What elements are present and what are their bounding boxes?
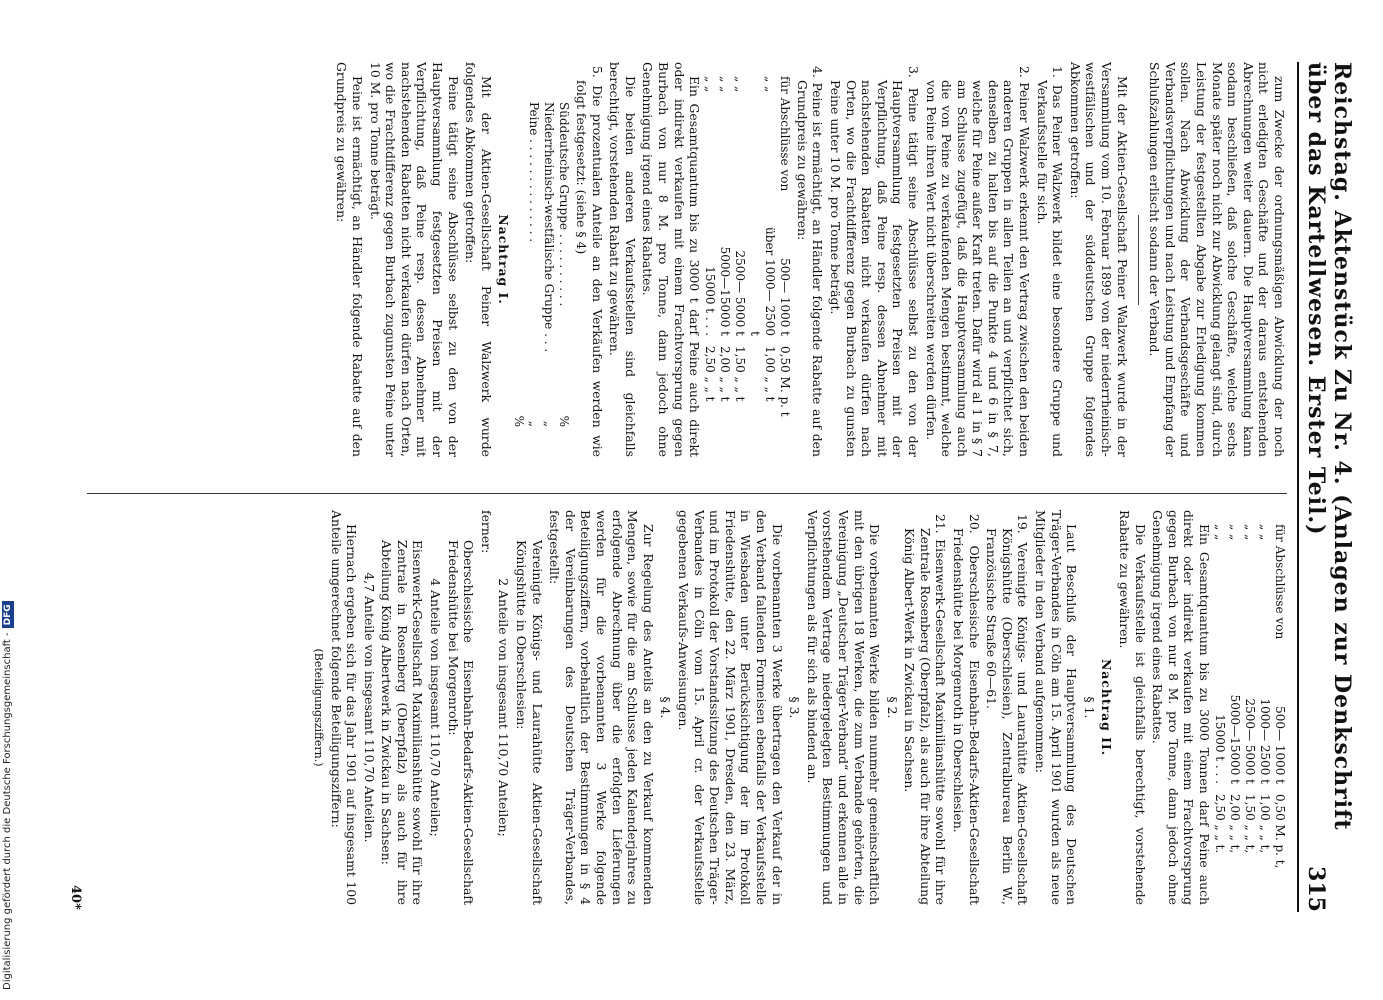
header-title: Reichstag. Aktenstück Zu Nr. 4. (Anlagen zur Denkschrift über das Kartellwesen. Erster Teil.): [1303, 62, 1355, 831]
paragraph: Mit der Aktien-Gesellschaft Peiner Walzwerk wurde folgendes Abkommen getroffen:: [463, 62, 494, 457]
rate-row: „ „ über 1000— 2500 t 1,00 „ „ t: [748, 76, 778, 402]
section-number: § 4.: [658, 696, 674, 719]
percentage-table: [511, 62, 571, 457]
list-item: 4. Peine ist ermächtigt, an Händler folgende Rabatte auf den Grundpreis zu gewähren:: [794, 66, 826, 457]
pct-row: Süddeutsche Gruppe . . . . . . . . . . %: [557, 102, 572, 427]
left-column: [332, 62, 1287, 457]
page-number: 315: [1303, 866, 1329, 912]
paragraph: Ein Gesamtquantum bis zu 3000 t darf Peine auch direkt oder indirekt verkaufen mit einem Frachtvorsprung gegen Burbach von nur 8 M. pro Tonne, dann jedoch ohne Genehmigung irgend eines Rabattes.: [640, 62, 703, 457]
list-item: 1. Das Peiner Walzwerk bildet eine besondere Gruppe und Verkaufsstelle für sich.: [1034, 66, 1066, 457]
funding-credit: [2, 601, 14, 990]
rate-row: „ „ 15000 t . . . 2,50 „ „ t.: [1213, 524, 1227, 854]
dfg-logo-icon: DFG: [2, 601, 14, 628]
paragraph: zum Zwecke der ordnungsmäßigen Abwicklung der noch nicht erledigten Geschäfte und der daraus entstehenden Abrechnungen weiter dauern. Die Hauptversammlung kann sodann beschließen, daß solche Geschäfte, welche sechs Monate später noch nicht zur Abwicklung gelangt sind, durch Leistung der festgestellten Abgabe zur Erledigung kommen sollen. Nach Abwicklung der Verbandsgeschäfte und Verbandsverpflichtungen und nach Leistung und Empfang der Schlußzahlungen erlischt sodann der Verband.: [1147, 62, 1287, 457]
rate-row: „ „ 5000—15000 t 2,00 „ „ t,: [1228, 524, 1242, 854]
rate-row: „ „ 1000— 2500 t 1,00 „ „ t,: [1258, 524, 1272, 854]
list-item: 5. Die prozentualen Anteile an den Verkäufen werden wie folgt festgesetzt: (siehe § 4): [574, 66, 605, 457]
company-entry: Oberschlesische Eisenbahn-Bedarfs-Aktien-Gesellschaft Friedenshütte bei Morgenroth:: [445, 540, 477, 905]
paragraph: Hiernach ergeben sich für das Jahr 1901 auf insgesamt 100 Anteile umgerechnet folgende Beteiligungsziffern:: [328, 510, 360, 905]
share-entry: 4 Anteile von insgesamt 110,70 Anteilen;: [428, 578, 444, 837]
page-signature: 40*: [68, 885, 83, 910]
rate-row: für Abschlüsse von 500— 1000 t 0,50 M. p. t,: [1273, 524, 1287, 869]
ferner-label: ferner:: [478, 510, 494, 554]
list-item: 20. Oberschlesische Eisenbahn-Bedarfs-Aktien-Gesellschaft Friedenshütte bei Morgenroth in Oberschlesien.: [951, 514, 982, 905]
section-rule: [1138, 215, 1139, 305]
rate-row: „ „ 5000—15000 t 2,00 „ „ t: [718, 76, 733, 402]
paragraph: Die vorbenannten Werke bilden nunmehr gemeinschaftlich mit den übrigen 18 Werken, die zum Verbande gehörten, die Vereinigung „Deutscher Träger-Verband“ und erkennen alle in vorstehendem Vertrage niedergelegten Bestimmungen und Verpflichtungen als für sich als bindend an.: [804, 510, 883, 905]
section-number: § 2.: [884, 696, 900, 719]
pct-row: Niederrheinisch-westfälische Gruppe . . . „: [542, 102, 557, 427]
list-item: 2. Peiner Walzwerk erkennt den Vertrag zwischen den beiden anderen Gruppen in allen Teilen an und verpflichtet sich, denselben zu halten bis auf die Punkte 4 und 6 in § 7, welche für Peine außer Kraft treten. Dafür wird al 1 in § 7 am Schlusse zugefügt, daß die Hauptversammlung auch die von Peine zu verkaufenden Mengen bestimmt, welche von Peine ihren Wert nicht überschreiten werden dürfen.: [923, 66, 1033, 457]
section-heading: Nachtrag I.: [496, 214, 512, 305]
paragraph: Die vorbenannten 3 Werke übertragen den Verkauf der in den Verband fallenden Formeisen ebenfalls der Verkaufsstelle in Wiesbaden unter Berücksichtigung der im Protokoll Friedenshütte, den 22. März 1901, Dresden, den 23. März, und im Protokoll der Vorstandssitzung des Deutschen Träger-Verbandes in Cöln vom 15. April cr. der Verkaufsstelle gegebenen Verkaufs-Anweisungen.: [676, 510, 785, 905]
paragraph: Ein Gesamtquantum bis zu 3000 Tonnen darf Peine auch direkt oder indirekt verkaufen mit einem Frachtvorsprung gegen Burbach von nur 8 M. pro Tonne, dann jedoch ohne Genehmigung irgend eines Rabattes.: [1150, 510, 1212, 905]
list-item: 19. Vereinigte Königs- und Laurahütte Aktien-Gesellschaft Königshütte (Oberschlesien), Zentralbureau Berlin W., Französische Straße 60—61.: [984, 514, 1031, 905]
company-entry: Vereinigte Königs- und Laurahütte Aktien-Gesellschaft Königshütte in Oberschlesien:: [514, 540, 545, 905]
pct-row: Peine . . . . . . . . . . . . . . „: [527, 102, 542, 427]
paragraph: Peine tätigt seine Abschlüsse selbst zu den von der Hauptversammlung festgesetzten Preisen mit der Verpflichtung, daß Peine resp. dessen Abnehmer mit nachstehenden Rabatten nicht verkaufen dürfen nach Orten, wo die Frachtdifferenz gegen Burbach zugunsten Peine unter 10 M. pro Tonne beträgt.: [367, 62, 461, 457]
rate-table: [702, 62, 792, 457]
column-divider: [87, 493, 1287, 494]
rate-row: „ „ 2500— 5000 t 1,50 „ „ t: [733, 76, 748, 402]
right-column: [308, 510, 1287, 905]
rate-row: „ „ 2500— 5000 t 1,50 „ „ t,: [1243, 524, 1257, 854]
paragraph: Mit der Aktien-Gesellschaft Peiner Walzwerk wurde in der Versammlung vom 10. Februar 1899 von der niederrheinisch-westfälischen und der süddeutschen Gruppe folgendes Abkommen getroffen:: [1067, 62, 1130, 457]
rate-row: für Abschlüsse von 500— 1000 t 0,50 M. p. t: [778, 76, 793, 417]
list-item: 3. Peine tätigt seine Abschlüsse selbst zu den von der Hauptversammlung festgesetzten Preisen mit der Verpflichtung, daß Peine resp. dessen Abnehmer mit nachstehenden Rabatten nicht verkaufen dürfen nach Orten, wo die Frachtdifferenz gegen Burbach zu gunsten Peine unter 10 M. pro Tonne beträgt.: [827, 66, 921, 457]
share-entry: 2 Anteile von insgesamt 110,70 Anteilen;: [496, 578, 512, 837]
company-entry: Eisenwerk-Gesellschaft Maximilianshütte sowohl für ihre Zentrale in Rosenberg (Oberpfalz) als auch für ihre Abteilung König Albertwerk in Zwickau in Sachsen:: [379, 540, 426, 905]
rate-table: [1212, 510, 1287, 905]
footnote: (Beteiligungsziffern.): [311, 648, 325, 767]
pct-total-row: %: [512, 415, 527, 427]
rate-row: „ „ 15000 t . . . 2,50 „ „ t: [703, 76, 718, 402]
paragraph: Peine ist ermächtigt, an Händler folgende Rabatte auf den Grundpreis zu gewähren:: [334, 62, 366, 457]
share-entry: 4,7 Anteile von insgesamt 110,70 Anteilen.: [361, 572, 377, 843]
section-heading: Nachtrag II.: [1099, 658, 1115, 757]
page-header: [1297, 62, 1355, 912]
paragraph: Laut Beschluß der Hauptversammlung des Deutschen Träger-Verbandes in Cöln am 15. April 1901 wurden als neue Mitglieder in den Verband aufgenommen:: [1033, 510, 1080, 905]
list-item: 21. Eisenwerk-Gesellschaft Maximilianshütte sowohl für ihre Zentrale Rosenberg (Oberpfalz), als auch für ihre Abteilung König Albert-Werk in Zwickau in Sachsen.: [902, 514, 949, 905]
funding-credit-text: Digitalisierung gefördert durch die Deutsche Forschungsgemeinschaft -: [2, 632, 13, 990]
section-number: § 3.: [787, 696, 803, 719]
paragraph: Die beiden anderen Verkaufsstellen sind gleichfalls berechtigt, vorstehenden Rabatt zu gewähren.: [607, 62, 638, 457]
paragraph: Zur Regelung des Anteils an den zu Verkauf kommenden Mengen, sowie für die am Schlusse jeden Kalenderjahres zu erfolgende Abrechnung über die erfolgten Lieferungen werden für die vorbenannten 3 Werke folgende Beteiligungsziffern, vorbehaltlich der Bestimmungen in § 4 der Vereinbarungen des Deutschen Träger-Verbandes, festgestellt:: [547, 510, 656, 905]
paragraph: Die Verkaufsstelle ist gleichfalls berechtigt, vorstehende Rabatte zu gewähren.: [1117, 510, 1148, 905]
section-number: § 1.: [1081, 696, 1097, 719]
